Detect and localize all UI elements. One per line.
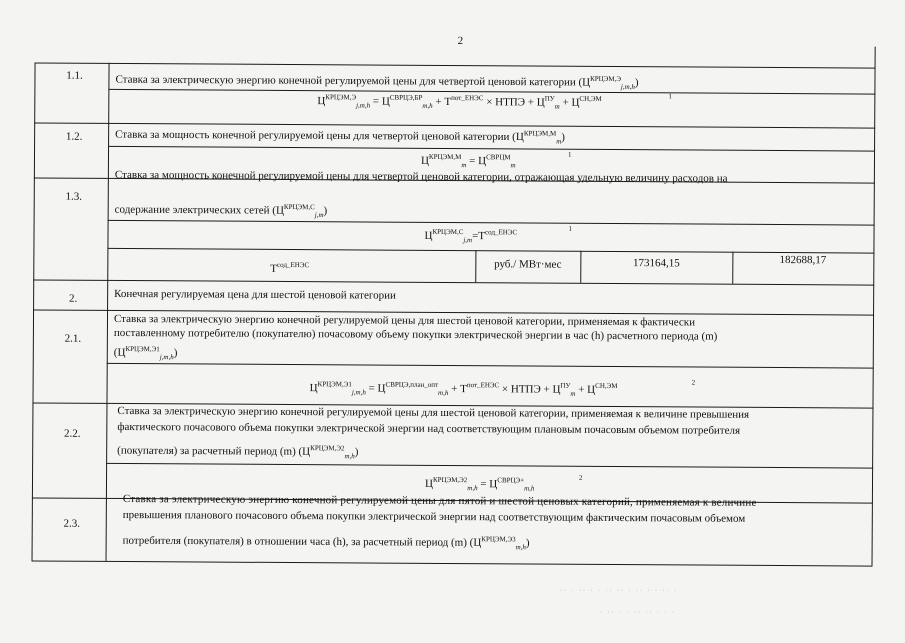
footnote-mark: 1 [568, 224, 573, 233]
value-row-unit: руб./ МВт·мес [494, 258, 562, 271]
row-heading-line: Ставка за электрическую энергию конечной регулируемой цены для пятой и шестой ценовых категорий, применяемая к величине [122, 493, 757, 509]
row-number: 1.2. [65, 130, 83, 143]
rule [32, 560, 873, 566]
rule [106, 463, 873, 469]
row-number: 2. [68, 292, 78, 305]
row-number: 2.1. [64, 332, 82, 345]
row-heading-line: фактического почасового объема покупки электрической энергии над соответствующим плановым почасовым объемом потребителя [117, 420, 741, 437]
value-row-label: $Т^{сод\_ЕНЭС}$ [270, 260, 310, 275]
rule [872, 47, 876, 566]
rule [33, 279, 874, 285]
row-number: 1.1. [66, 69, 83, 82]
formula-1-1: $Ц^{КРЦЭМ,Э}_{j,m,h} = Ц^{СВРЦЭ,БР}_{m,h} + Т^{пот\_ЕНЭС}$ × НТПЭ + $Ц^{ПУ}_m + Ц^{СН,ЭМ}$ [317, 93, 602, 111]
row-heading-line: Ставка за электрическую энергию конечной регулируемой цены для шестой ценовой категории, применяемая к фактически [113, 312, 696, 329]
row-heading-line: поставленному потребителю (покупателю) почасовому объему покупки электрической энергии в час (h) расчетного периода (m) [113, 326, 718, 343]
row-heading-line: превышения планового почасового объема покупки электрической энергии над соответствующим фактическим почасовым объемом [122, 509, 746, 525]
row-heading-line: Ставка за электрическую энергию конечной регулируемой цены для шестой ценовой категории, применяемая к величине превышения [117, 404, 750, 421]
row-number: 2.3. [63, 517, 81, 530]
footnote-mark: 1 [567, 150, 572, 159]
row-heading: потребителя (покупателя) в отношении часа (h), за расчетный период (m) $(Ц^{КРЦЭМ,Э3}_{m,h})$ [122, 534, 530, 552]
footnote-mark: 1 [668, 92, 672, 101]
formula-1-2: $Ц^{КРЦЭМ,М}_m = Ц^{СВРЦМ}_m$ [420, 152, 516, 170]
formula-1-3: $Ц^{КРЦЭМ,С}_{j,m}=Т^{сод\_ЕНЭС}$ [424, 227, 518, 245]
row-number: 2.2. [64, 427, 81, 440]
value-row-value-1: 173164,15 [632, 257, 680, 270]
scan-artifact: ·· · ·· · · ·· ·· · ·· · · ·· · [560, 588, 678, 594]
row-heading: (покупателя) за расчетный период (m) $(Ц^{КРЦЭМ,Э2}_{m,h})$ [117, 444, 359, 461]
row-heading: Конечная регулируемая цена для шестой ценовой категории [114, 287, 396, 302]
rule [35, 62, 876, 68]
scan-artifact: · ·· · · ·· ·· · · · [600, 610, 676, 616]
rule [107, 363, 874, 369]
row-heading: Ставка за мощность конечной регулируемой цены для четвертой ценовой категории $(Ц^{КРЦЭМ,М}_m)$ [115, 128, 566, 146]
row-number: 1.3. [65, 190, 83, 203]
row-heading: Ставка за электрическую энергию конечной регулируемой цены для четвертой ценовой категории $(Ц^{КРЦЭМ,Э}_{j,m,h})$ [115, 73, 639, 91]
footnote-mark: 2 [579, 473, 583, 482]
rule [107, 248, 874, 254]
row-heading-line: Ставка за мощность конечной регулируемой цены для четвертой ценовой категории, отражающая удельную величину расходов на [114, 168, 728, 185]
footnote-mark: 2 [691, 378, 696, 387]
row-heading: содержание электрических сетей $(Ц^{КРЦЭМ,С}_{j,m})$ [114, 202, 328, 220]
value-row-value-2: 182688,17 [779, 254, 827, 267]
page-number: 2 [457, 35, 464, 48]
formula-2-2: $Ц^{КРЦЭМ,Э2}_{m,h} = Ц^{СВРЦЭ+}_{m,h}$ [424, 475, 535, 493]
formula-2-1: $Ц^{КРЦЭМ,Э1}_{j,m,h} = Ц^{СВРЦЭ,план\_опт}_{m,h} + Т^{пот\_ЕНЭС}$ × НТПЭ + $Ц^{ПУ}_m + Ц^{СН,ЭМ}$ [309, 380, 618, 398]
row-heading: $(Ц^{КРЦЭМ,Э1}_{j,m,h})$ [113, 345, 178, 362]
